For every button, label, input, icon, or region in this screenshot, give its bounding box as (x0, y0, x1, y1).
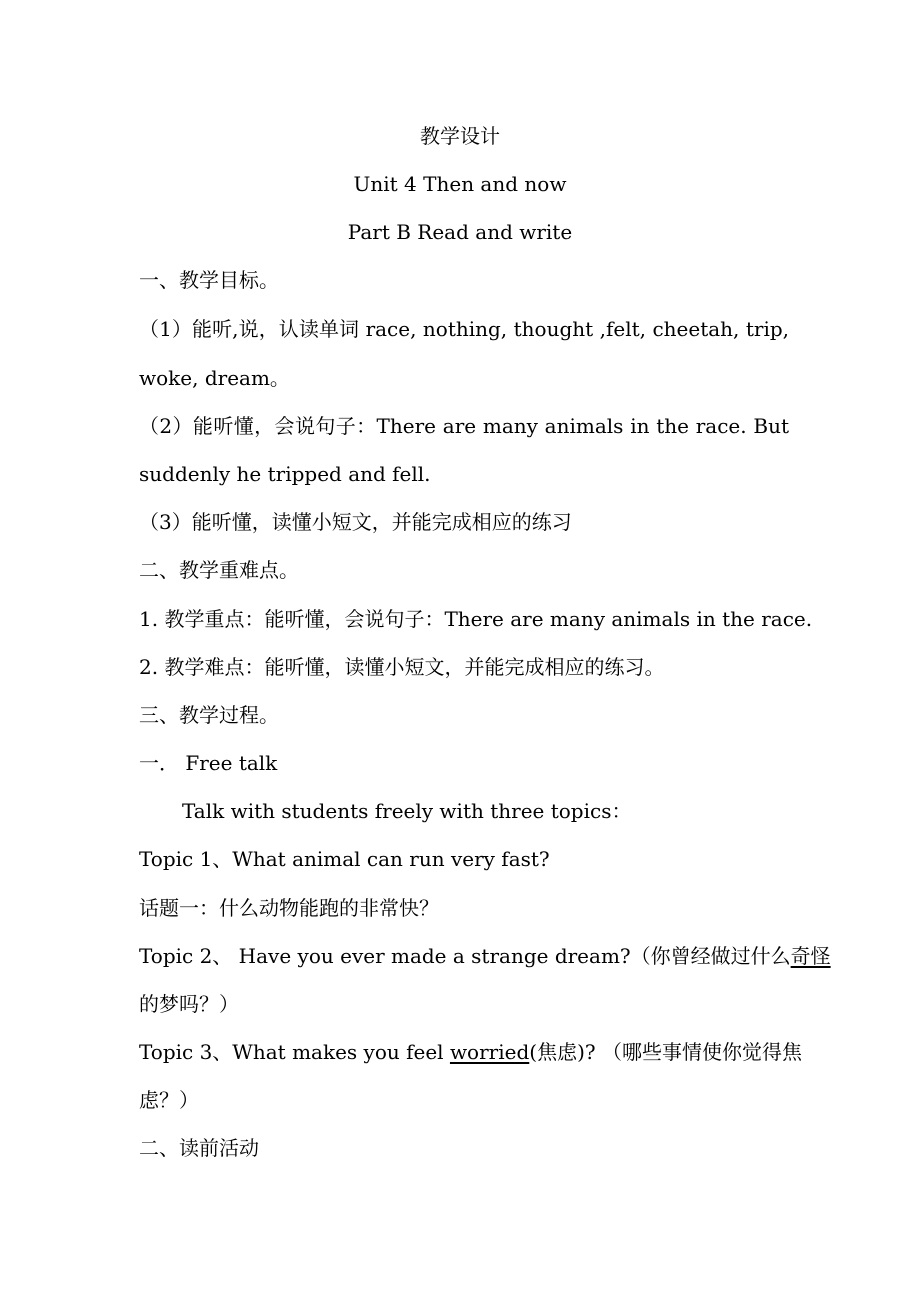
section-heading-objectives: 一、教学目标。 (139, 268, 279, 292)
topic-3-line-1 (139, 1040, 802, 1064)
topic-3-line-2: 虑？） (139, 1088, 199, 1112)
section-heading-key-points: 二、教学重难点。 (139, 558, 299, 582)
topic-1-english: Topic 1、What animal can run very fast? (139, 847, 550, 871)
topic-2-line-1 (139, 944, 831, 968)
topic-3-text: Topic 3、What makes you feel (139, 1040, 450, 1064)
part-title: Part B Read and write (347, 220, 573, 244)
document-title: 教学设计 (420, 124, 500, 148)
topic-2-text: Topic 2、 Have you ever made a strange dream?（你曾经做过什么 (139, 944, 791, 968)
step-1-heading: 一． Free talk (139, 751, 278, 775)
objective-1-line-1: （1）能听,说，认读单词 race, nothing, thought ,felt, cheetah, trip, (139, 317, 789, 341)
topic-3-text-after: (焦虑)? （哪些事情使你觉得焦 (529, 1040, 802, 1064)
topic-1-chinese: 话题一：什么动物能跑的非常快？ (139, 896, 439, 920)
topic-2-underlined-word: 奇怪 (790, 944, 831, 968)
topic-2-line-2: 的梦吗？） (139, 992, 239, 1016)
difficult-point: 2. 教学难点：能听懂，读懂小短文，并能完成相应的练习。 (139, 655, 665, 679)
objective-1-line-2: woke, dream。 (139, 366, 290, 390)
key-point: 1. 教学重点：能听懂，会说句子：There are many animals in the race. (139, 607, 813, 631)
section-heading-process: 三、教学过程。 (139, 703, 279, 727)
step-1-intro: Talk with students freely with three topics： (182, 799, 632, 823)
objective-3: （3）能听懂，读懂小短文，并能完成相应的练习 (139, 510, 572, 534)
objective-2-line-2: suddenly he tripped and fell. (139, 462, 431, 486)
unit-title: Unit 4 Then and now (353, 172, 567, 196)
objective-2-line-1: （2）能听懂，会说句子：There are many animals in the race. But (139, 414, 789, 438)
step-2-heading: 二、读前活动 (139, 1136, 259, 1160)
topic-3-underlined-word: worried (449, 1040, 530, 1064)
